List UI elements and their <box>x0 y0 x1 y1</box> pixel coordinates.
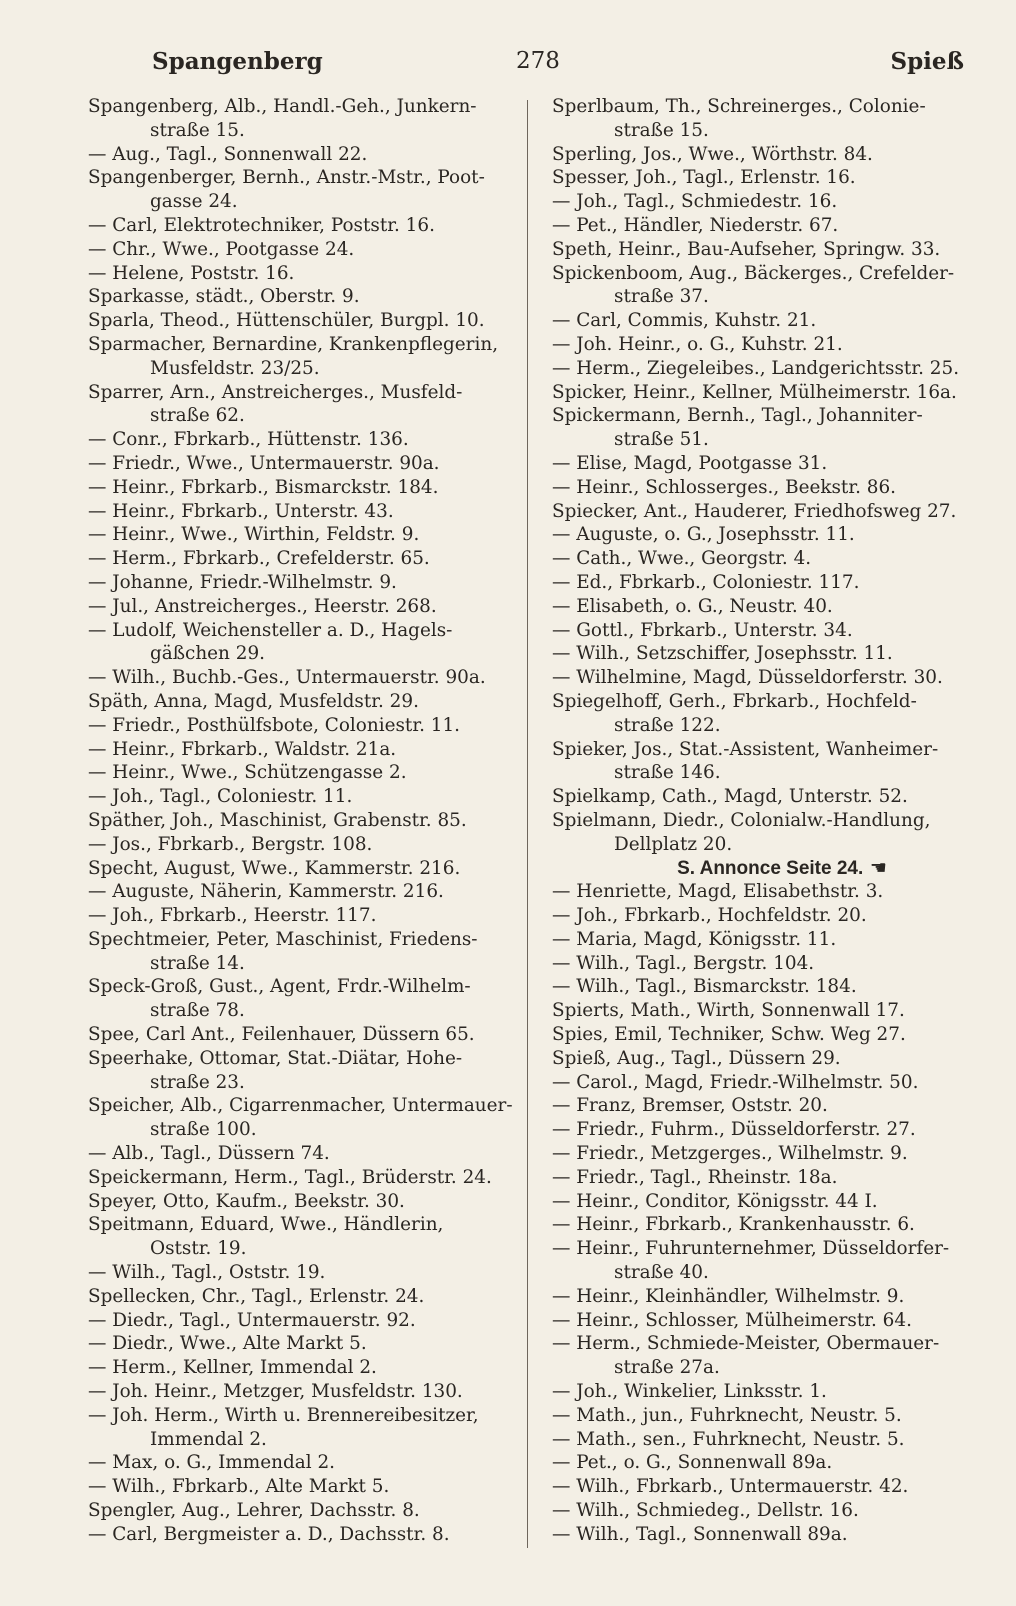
directory-entry <box>88 523 528 547</box>
entry-line: — Wilh., Tagl., Oststr. 19. <box>88 1262 326 1284</box>
directory-entry <box>88 714 528 738</box>
directory-entry <box>552 1142 992 1166</box>
entry-line: Sparrer, Arn., Anstreicherges., Musfeld- <box>88 381 463 403</box>
directory-entry <box>552 333 992 357</box>
directory-entry <box>552 1213 992 1237</box>
entry-line: Speickermann, Herm., Tagl., Brüderstr. 24. <box>88 1166 492 1188</box>
advertisement-text: S. Annonce Seite 24. <box>677 857 864 879</box>
entry-continuation-line: straße 122. <box>614 714 721 736</box>
directory-entry <box>552 1047 992 1071</box>
directory-entry <box>88 571 528 595</box>
directory-entry <box>88 1213 528 1261</box>
entry-line: Spieß, Aug., Tagl., Düssern 29. <box>552 1047 841 1069</box>
directory-entry <box>552 381 992 405</box>
directory-entry <box>552 1118 992 1142</box>
entry-line: — Joh., Winkelier, Linksstr. 1. <box>552 1381 827 1403</box>
directory-entry <box>88 214 528 238</box>
entry-line: — Carl, Elektrotechniker, Poststr. 16. <box>88 214 435 236</box>
entry-line: — Wilh., Tagl., Sonnenwall 89a. <box>552 1523 848 1545</box>
entry-line: Spieker, Jos., Stat.-Assistent, Wanheimer- <box>552 738 939 760</box>
entry-continuation-line: straße 78. <box>150 1000 245 1022</box>
entry-line: — Herm., Kellner, Immendal 2. <box>88 1357 377 1379</box>
entry-line: — Wilh., Buchb.-Ges., Untermauerstr. 90a. <box>88 667 486 689</box>
directory-entry <box>88 1142 528 1166</box>
entry-line: — Auguste, Näherin, Kammerstr. 216. <box>88 881 444 903</box>
entry-line: Spiegelhoff, Gerh., Fbrkarb., Hochfeld- <box>552 690 917 712</box>
entry-continuation-line: straße 15. <box>150 119 245 141</box>
entry-line: Späther, Joh., Maschinist, Grabenstr. 85. <box>88 809 467 831</box>
directory-entry <box>88 1166 528 1190</box>
entry-line: Spesser, Joh., Tagl., Erlenstr. 16. <box>552 167 856 189</box>
entry-line: — Herm., Ziegeleibes., Landgerichtsstr. 25. <box>552 357 960 379</box>
directory-entry <box>88 1047 528 1095</box>
directory-entry <box>552 1380 992 1404</box>
directory-entry <box>88 309 528 333</box>
directory-entry <box>88 1404 528 1452</box>
entry-continuation-line: Musfeldstr. 23/25. <box>150 357 320 379</box>
entry-line: — Friedr., Fuhrm., Düsseldorferstr. 27. <box>552 1119 916 1141</box>
directory-entry <box>552 1404 992 1428</box>
entry-line: — Heinr., Fbrkarb., Bismarckstr. 184. <box>88 476 439 498</box>
directory-entry <box>552 1332 992 1380</box>
directory-entry <box>552 1285 992 1309</box>
directory-entry <box>88 143 528 167</box>
directory-entry <box>88 595 528 619</box>
directory-entry <box>88 452 528 476</box>
header-right-keyword: Spieß <box>890 48 964 75</box>
directory-entry <box>552 166 992 190</box>
entry-continuation-line: straße 15. <box>614 119 709 141</box>
directory-entry <box>552 1309 992 1333</box>
directory-entry <box>552 1190 992 1214</box>
entry-line: Spies, Emil, Techniker, Schw. Weg 27. <box>552 1024 906 1046</box>
entry-line: — Heinr., Schlosserges., Beekstr. 86. <box>552 476 897 498</box>
entry-line: — Heinr., Fbrkarb., Waldstr. 21a. <box>88 738 397 760</box>
header-left-keyword: Spangenberg <box>152 48 323 75</box>
entry-line: — Heinr., Wwe., Schützengasse 2. <box>88 762 407 784</box>
entry-line: — Franz, Bremser, Oststr. 20. <box>552 1095 828 1117</box>
entry-continuation-line: straße 40. <box>614 1262 709 1284</box>
entry-line: — Ludolf, Weichensteller a. D., Hagels- <box>88 619 453 641</box>
entry-line: Specht, August, Wwe., Kammerstr. 216. <box>88 857 461 879</box>
directory-entry <box>552 523 992 547</box>
directory-entry <box>88 1261 528 1285</box>
directory-entry <box>88 95 528 143</box>
entry-line: — Wilh., Fbrkarb., Alte Markt 5. <box>88 1476 390 1498</box>
entry-line: Spechtmeier, Peter, Maschinist, Friedens- <box>88 928 478 950</box>
entry-line: — Alb., Tagl., Düssern 74. <box>88 1143 330 1165</box>
directory-entry <box>88 285 528 309</box>
entry-line: — Joh., Fbrkarb., Heerstr. 117. <box>88 905 377 927</box>
entry-line: — Herm., Schmiede-Meister, Obermauer- <box>552 1333 940 1355</box>
entry-line: — Friedr., Wwe., Untermauerstr. 90a. <box>88 452 440 474</box>
directory-entry <box>88 666 528 690</box>
directory-entry <box>88 1309 528 1333</box>
entry-line: — Elise, Magd, Pootgasse 31. <box>552 452 828 474</box>
directory-entry <box>88 1475 528 1499</box>
pointing-hand-icon: ☚ <box>863 856 887 879</box>
directory-entry <box>88 1023 528 1047</box>
entry-line: — Henriette, Magd, Elisabethstr. 3. <box>552 881 884 903</box>
directory-entry <box>552 1071 992 1095</box>
entry-line: Sperlbaum, Th., Schreinerges., Colonie- <box>552 96 926 117</box>
page-number: 278 <box>516 48 560 74</box>
directory-entry <box>88 785 528 809</box>
directory-entry <box>552 880 992 904</box>
directory-entry <box>552 214 992 238</box>
directory-entry <box>88 238 528 262</box>
directory-entry <box>88 476 528 500</box>
directory-entry <box>552 357 992 381</box>
entry-line: — Pet., Händler, Niederstr. 67. <box>552 214 839 236</box>
directory-entry <box>88 880 528 904</box>
directory-entry <box>88 1380 528 1404</box>
entry-line: Spicker, Heinr., Kellner, Mülheimerstr. 16a. <box>552 381 957 403</box>
entry-line: — Wilh., Fbrkarb., Untermauerstr. 42. <box>552 1476 909 1498</box>
entry-line: — Herm., Fbrkarb., Crefelderstr. 65. <box>88 548 430 570</box>
directory-entry <box>88 1523 528 1547</box>
entry-line: — Friedr., Metzgerges., Wilhelmstr. 9. <box>552 1143 908 1165</box>
left-column <box>88 95 528 1547</box>
directory-entry <box>552 595 992 619</box>
directory-entry <box>88 857 528 881</box>
directory-entry <box>552 1166 992 1190</box>
entry-line: — Heinr., Fbrkarb., Krankenhausstr. 6. <box>552 1214 915 1236</box>
entry-line: — Joh. Heinr., o. G., Kuhstr. 21. <box>552 333 843 355</box>
directory-entry <box>552 1094 992 1118</box>
entry-line: — Elisabeth, o. G., Neustr. 40. <box>552 595 833 617</box>
entry-line: — Carl, Commis, Kuhstr. 21. <box>552 310 817 332</box>
entry-continuation-line: straße 27a. <box>614 1357 720 1379</box>
entry-line: — Diedr., Tagl., Untermauerstr. 92. <box>88 1309 416 1331</box>
entry-continuation-line: straße 37. <box>614 286 709 308</box>
right-column <box>552 95 992 1547</box>
entry-line: — Math., jun., Fuhrknecht, Neustr. 5. <box>552 1404 902 1426</box>
directory-entry <box>88 738 528 762</box>
directory-entry <box>88 761 528 785</box>
entry-line: — Jos., Fbrkarb., Bergstr. 108. <box>88 833 373 855</box>
entry-line: Spickenboom, Aug., Bäckerges., Crefelder- <box>552 262 955 284</box>
directory-entry <box>552 999 992 1023</box>
directory-entry <box>552 476 992 500</box>
entry-line: Spickermann, Bernh., Tagl., Johanniter- <box>552 405 923 427</box>
entry-continuation-line: Immendal 2. <box>150 1428 267 1450</box>
directory-entry <box>552 95 992 143</box>
entry-continuation-line: Dellplatz 20. <box>614 833 733 855</box>
entry-line: — Wilh., Tagl., Bismarckstr. 184. <box>552 976 857 998</box>
directory-entry <box>88 333 528 381</box>
entry-line: — Pet., o. G., Sonnenwall 89a. <box>552 1452 833 1474</box>
entry-line: Sparmacher, Bernardine, Krankenpflegerin, <box>88 333 499 355</box>
entry-line: — Conr., Fbrkarb., Hüttenstr. 136. <box>88 429 409 451</box>
entry-line: — Wilhelmine, Magd, Düsseldorferstr. 30. <box>552 667 943 689</box>
entry-line: Spielmann, Diedr., Colonialw.-Handlung, <box>552 809 931 831</box>
entry-line: — Maria, Magd, Königsstr. 11. <box>552 928 837 950</box>
directory-entry <box>88 166 528 214</box>
directory-entry <box>552 904 992 928</box>
directory-entry <box>552 785 992 809</box>
entry-line: — Friedr., Tagl., Rheinstr. 18a. <box>552 1166 838 1188</box>
entry-line: — Helene, Poststr. 16. <box>88 262 295 284</box>
entry-line: — Joh., Tagl., Schmiedestr. 16. <box>552 191 838 213</box>
directory-entry <box>552 1451 992 1475</box>
directory-entry <box>552 309 992 333</box>
entry-line: — Max, o. G., Immendal 2. <box>88 1452 335 1474</box>
directory-entry <box>552 619 992 643</box>
column-divider <box>527 100 528 1548</box>
entry-continuation-line: Oststr. 19. <box>150 1238 247 1260</box>
directory-entry <box>88 1332 528 1356</box>
page-header <box>88 44 968 84</box>
directory-entry <box>88 619 528 667</box>
directory-entry <box>552 1237 992 1285</box>
directory-entry <box>88 809 528 833</box>
entry-continuation-line: straße 100. <box>150 1119 257 1141</box>
directory-entry <box>88 975 528 1023</box>
advertisement-reference <box>552 857 992 881</box>
entry-continuation-line: gäßchen 29. <box>150 643 265 665</box>
entry-line: Spengler, Aug., Lehrer, Dachsstr. 8. <box>88 1500 420 1522</box>
entry-line: — Diedr., Wwe., Alte Markt 5. <box>88 1333 367 1355</box>
directory-entry <box>552 571 992 595</box>
entry-line: Speth, Heinr., Bau-Aufseher, Springw. 33. <box>552 238 941 260</box>
directory-entry <box>552 690 992 738</box>
directory-entry <box>552 238 992 262</box>
entry-line: — Joh. Heinr., Metzger, Musfeldstr. 130. <box>88 1381 463 1403</box>
entry-line: Spellecken, Chr., Tagl., Erlenstr. 24. <box>88 1285 425 1307</box>
entry-line: Spielkamp, Cath., Magd, Unterstr. 52. <box>552 786 908 808</box>
entry-line: — Heinr., Fbrkarb., Unterstr. 43. <box>88 500 394 522</box>
entry-line: — Johanne, Friedr.-Wilhelmstr. 9. <box>88 571 397 593</box>
directory-entry <box>552 452 992 476</box>
entry-line: — Ed., Fbrkarb., Coloniestr. 117. <box>552 571 860 593</box>
directory-entry <box>88 1190 528 1214</box>
entry-line: — Carl, Bergmeister a. D., Dachsstr. 8. <box>88 1523 450 1545</box>
entry-line: — Chr., Wwe., Pootgasse 24. <box>88 238 355 260</box>
directory-entry <box>88 1356 528 1380</box>
directory-entry <box>88 1285 528 1309</box>
directory-entry <box>88 1451 528 1475</box>
entry-continuation-line: straße 51. <box>614 429 709 451</box>
entry-line: — Heinr., Wwe., Wirthin, Feldstr. 9. <box>88 524 420 546</box>
entry-line: — Heinr., Conditor, Königsstr. 44 I. <box>552 1190 878 1212</box>
entry-line: — Carol., Magd, Friedr.-Wilhelmstr. 50. <box>552 1071 919 1093</box>
directory-entry <box>88 904 528 928</box>
directory-entry <box>88 690 528 714</box>
entry-continuation-line: straße 62. <box>150 405 245 427</box>
entry-continuation-line: straße 23. <box>150 1071 245 1093</box>
directory-entry <box>88 833 528 857</box>
entry-line: — Cath., Wwe., Georgstr. 4. <box>552 548 812 570</box>
directory-entry <box>552 809 992 857</box>
entry-line: — Joh. Herm., Wirth u. Brennereibesitzer, <box>88 1404 479 1426</box>
directory-entry <box>552 928 992 952</box>
entry-line: — Gottl., Fbrkarb., Unterstr. 34. <box>552 619 853 641</box>
directory-entry <box>88 1499 528 1523</box>
directory-entry <box>552 1499 992 1523</box>
directory-entry <box>552 262 992 310</box>
entry-line: — Joh., Fbrkarb., Hochfeldstr. 20. <box>552 905 867 927</box>
entry-line: — Wilh., Schmiedeg., Dellstr. 16. <box>552 1500 859 1522</box>
entry-line: — Aug., Tagl., Sonnenwall 22. <box>88 143 368 165</box>
entry-line: Späth, Anna, Magd, Musfeldstr. 29. <box>88 690 419 712</box>
entry-line: Speerhake, Ottomar, Stat.-Diätar, Hohe- <box>88 1047 463 1069</box>
entry-line: — Math., sen., Fuhrknecht, Neustr. 5. <box>552 1428 905 1450</box>
entry-line: Speicher, Alb., Cigarrenmacher, Untermauer- <box>88 1095 513 1117</box>
directory-entry <box>88 928 528 976</box>
directory-entry <box>552 1428 992 1452</box>
entry-line: Sperling, Jos., Wwe., Wörthstr. 84. <box>552 143 873 165</box>
entry-line: — Joh., Tagl., Coloniestr. 11. <box>88 786 353 808</box>
directory-entry <box>552 404 992 452</box>
entry-line: — Auguste, o. G., Josephsstr. 11. <box>552 524 855 546</box>
directory-entry <box>88 262 528 286</box>
directory-entry <box>88 428 528 452</box>
directory-entry <box>88 381 528 429</box>
entry-line: Spangenberg, Alb., Handl.-Geh., Junkern- <box>88 96 477 117</box>
directory-entry <box>88 1094 528 1142</box>
directory-entry <box>88 500 528 524</box>
directory-entry <box>552 500 992 524</box>
directory-entry <box>552 952 992 976</box>
entry-line: Spee, Carl Ant., Feilenhauer, Düssern 65. <box>88 1024 475 1046</box>
entry-line: — Heinr., Fuhrunternehmer, Düsseldorfer- <box>552 1238 950 1260</box>
directory-entry <box>552 1523 992 1547</box>
directory-entry <box>552 547 992 571</box>
entry-line: Speck-Groß, Gust., Agent, Frdr.-Wilhelm- <box>88 976 471 998</box>
entry-line: — Heinr., Schlosser, Mülheimerstr. 64. <box>552 1309 912 1331</box>
directory-entry <box>552 1023 992 1047</box>
directory-entry <box>552 190 992 214</box>
entry-line: Speyer, Otto, Kaufm., Beekstr. 30. <box>88 1190 405 1212</box>
entry-line: Speitmann, Eduard, Wwe., Händlerin, <box>88 1214 444 1236</box>
entry-line: — Heinr., Kleinhändler, Wilhelmstr. 9. <box>552 1285 905 1307</box>
directory-entry <box>552 642 992 666</box>
directory-entry <box>552 143 992 167</box>
entry-line: — Wilh., Setzschiffer, Josephsstr. 11. <box>552 643 893 665</box>
entry-line: Spiecker, Ant., Hauderer, Friedhofsweg 27. <box>552 500 957 522</box>
entry-continuation-line: straße 146. <box>614 762 721 784</box>
entry-continuation-line: straße 14. <box>150 952 245 974</box>
entry-line: — Wilh., Tagl., Bergstr. 104. <box>552 952 815 974</box>
directory-entry <box>88 547 528 571</box>
entry-line: Sparla, Theod., Hüttenschüler, Burgpl. 10. <box>88 310 485 332</box>
directory-entry <box>552 1475 992 1499</box>
directory-entry <box>552 975 992 999</box>
entry-line: — Jul., Anstreicherges., Heerstr. 268. <box>88 595 437 617</box>
directory-entry <box>552 666 992 690</box>
entry-line: Spangenberger, Bernh., Anstr.-Mstr., Poot- <box>88 167 485 189</box>
entry-continuation-line: gasse 24. <box>150 191 238 213</box>
entry-line: Sparkasse, städt., Oberstr. 9. <box>88 286 360 308</box>
directory-entry <box>552 738 992 786</box>
entry-line: — Friedr., Posthülfsbote, Coloniestr. 11. <box>88 714 461 736</box>
entry-line: Spierts, Math., Wirth, Sonnenwall 17. <box>552 1000 905 1022</box>
